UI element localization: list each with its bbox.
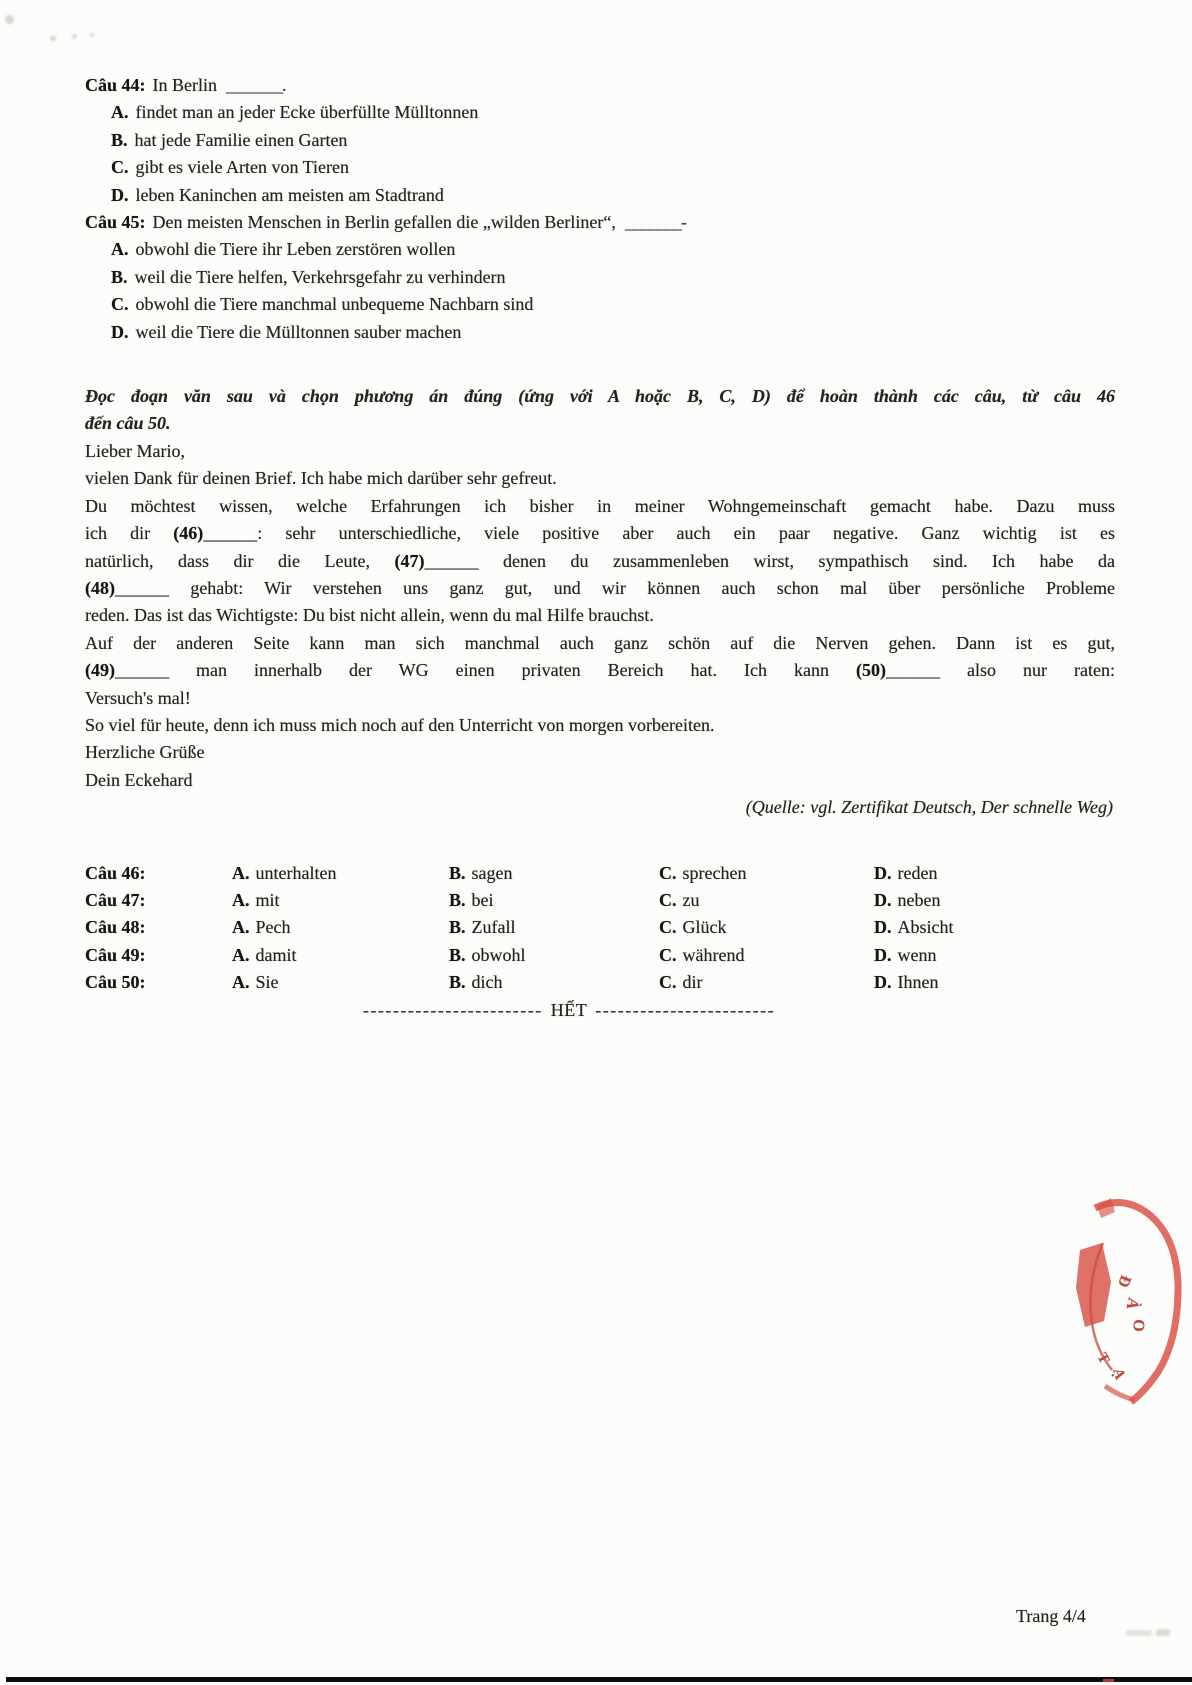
option-cell [659,969,874,996]
question-44-option-d [85,182,1115,209]
option-text: dir [682,972,703,993]
option-text: Ihnen [897,972,939,993]
scan-speck [72,34,77,39]
option-letter: D. [874,944,892,965]
option-letter: C. [659,889,677,910]
option-text: Pech [255,917,291,938]
letter-text: Lieber Mario, [85,440,185,461]
option-letter: C. [659,862,677,883]
stamp-emblem [1076,1243,1111,1327]
question-number: Câu 44: [85,75,146,95]
option-text: während [682,944,745,965]
blank-number: (49) [85,660,115,681]
scan-speck [1156,1629,1170,1636]
question-44-option-b [85,127,1115,154]
letter-line [85,438,1115,465]
letter-line [85,767,1115,794]
letter-line [85,575,1115,602]
option-cell [874,887,940,914]
question-45-option-c [85,291,1115,318]
letter-line [85,712,1115,739]
letter-text: ______ denen du zusammenleben wirst, sympathisch sind. Ich habe da [424,550,1115,571]
scan-speck [1126,1630,1152,1636]
option-letter: A. [232,917,250,938]
end-marker [85,997,1115,1024]
letter-text: Dein Eckehard [85,769,193,790]
option-letter: D. [874,889,892,910]
option-letter: B. [449,862,466,883]
questions-46-50-table [85,860,1115,997]
letter-text: Versuch's mal! [85,687,191,708]
scan-speck [90,33,94,37]
question-number: Câu 50: [85,972,146,993]
letter-body [85,438,1115,794]
option-text: wenn [897,944,937,965]
letter-text: ______: sehr unterschiedliche, viele positive aber auch ein paar negative. Ganz wichtig ist es [203,523,1115,544]
question-stem-text: In Berlin [152,75,218,95]
question-45-stem [85,209,1115,236]
option-letter: C. [659,972,677,993]
letter-line [85,602,1115,629]
option-cell [232,860,449,887]
letter-text: ich dir [85,523,174,544]
question-45-option-d [85,319,1115,346]
option-cell [659,914,874,941]
stamp-bottom-arc [1105,1386,1135,1400]
option-text: zu [682,889,700,910]
option-letter: A. [232,889,250,910]
option-letter: B. [111,266,128,287]
blank-number: (47) [394,550,425,571]
letter-text: ______ also nur raten: [886,660,1116,681]
option-cell [449,860,659,887]
option-text: sprechen [682,862,747,883]
answer-blank: _______. [226,75,286,95]
letter-line [85,465,1115,492]
letter-text: So viel für heute, denn ich muss mich noch auf den Unterricht von morgen vorbereiten. [85,714,715,735]
option-cell [874,942,937,969]
option-letter: A. [111,239,129,260]
option-text: damit [255,944,297,965]
question-44-option-a [85,99,1115,126]
scan-speck [50,36,56,41]
option-letter: B. [449,972,466,993]
instruction-line-1: Đọc đoạn văn sau và chọn phương án đúng (ứng với A hoặc B, C, D) để hoàn thành các câu, từ câu 46 [85,386,1115,407]
letter-text: Herzliche Grüße [85,742,205,763]
option-text: weil die Tiere die Mülltonnen sauber machen [135,321,462,342]
option-letter: C. [659,917,677,938]
option-letter: A. [232,862,250,883]
option-text: findet man an jeder Ecke überfüllte Mülltonnen [135,102,479,123]
option-text: unterhalten [255,862,337,883]
option-text: neben [897,889,941,910]
option-letter: B. [449,944,466,965]
letter-line [85,493,1115,520]
question-44-option-c [85,154,1115,181]
option-cell [874,860,937,887]
option-cell [232,969,449,996]
letter-text: natürlich, dass dir die Leute, [85,550,395,571]
official-stamp [1073,1188,1192,1406]
blank-number: (46) [173,523,204,544]
option-text: obwohl [471,944,526,965]
blank-number: (50) [856,660,887,681]
letter-text: Auf der anderen Seite kann man sich manchmal auch ganz schön auf die Nerven gehen. Dann ist es gut, [85,632,1115,653]
table-row [85,969,1115,996]
option-letter: D. [874,917,892,938]
option-text: obwohl die Tiere ihr Leben zerstören wollen [135,239,456,260]
question-number: Câu 48: [85,917,146,938]
option-cell [232,914,449,941]
letter-text: reden. Das ist das Wichtigste: Du bist nicht allein, wenn du mal Hilfe brauchst. [85,605,654,626]
letter-text: vielen Dank für deinen Brief. Ich habe mich darüber sehr gefreut. [85,468,557,489]
letter-text: ______ man innerhalb der WG einen privaten Bereich hat. Ich kann [115,660,857,681]
letter-line [85,548,1115,575]
letter-line [85,657,1115,684]
option-text: reden [897,862,938,883]
option-text: weil die Tiere helfen, Verkehrsgefahr zu verhindern [134,266,506,287]
letter-line [85,739,1115,766]
question-44 [85,72,1115,209]
page-number: Trang 4/4 [1016,1606,1086,1626]
option-cell [449,914,659,941]
scan-speck [5,15,14,24]
option-text: sagen [471,862,513,883]
letter-line [85,520,1115,547]
option-cell [449,969,659,996]
stamp-letter: Ạ [1109,1366,1128,1382]
letter-text: Du möchtest wissen, welche Erfahrungen ich bisher in meiner Wohngemeinschaft gemacht habe. Dazu muss [85,495,1115,516]
scan-border-line [6,1677,1192,1682]
option-cell [874,969,938,996]
option-letter: B. [449,917,466,938]
question-number: Câu 47: [85,889,146,910]
option-letter: C. [111,294,129,315]
option-letter: C. [111,157,129,178]
instruction-line-2: đến câu 50. [85,413,171,434]
question-45-option-b [85,264,1115,291]
option-letter: A. [232,944,250,965]
option-cell [232,942,449,969]
option-text: Zufall [471,917,516,938]
blank-number: (48) [85,577,115,598]
option-text: leben Kaninchen am meisten am Stadtrand [135,184,444,205]
question-stem-text: Den meisten Menschen in Berlin gefallen die „wilden Berliner“, [152,212,616,233]
stamp-letter: Đ [1113,1272,1135,1290]
option-letter: D. [111,321,129,342]
end-marker-dashes-left: ------------------------ [362,999,543,1020]
question-45 [85,209,1115,346]
option-text: dich [471,972,503,993]
option-letter: B. [449,889,466,910]
table-row [85,860,1115,887]
option-cell [874,914,954,941]
scan-speck-red [1103,1679,1114,1682]
option-cell [232,887,449,914]
option-letter: A. [232,972,250,993]
answer-blank: _______- [624,212,686,233]
end-marker-dashes-right: ------------------------ [595,999,776,1020]
option-text: hat jede Familie einen Garten [134,129,348,150]
option-letter: D. [111,184,129,205]
option-letter: D. [874,972,892,993]
option-text: mit [255,889,280,910]
option-letter: B. [111,129,128,150]
option-text: obwohl die Tiere manchmal unbequeme Nachbarn sind [135,294,534,315]
stamp-letter: O [1129,1318,1147,1333]
option-cell [449,942,659,969]
section-instruction [85,383,1115,438]
letter-text: ______ gehabt: Wir verstehen uns ganz gut, und wir können auch schon mal über persönliche Probleme [115,577,1115,598]
option-text: Sie [255,972,279,993]
option-letter: A. [111,102,129,123]
question-44-stem [85,72,1115,99]
letter-line [85,630,1115,657]
table-row [85,887,1115,914]
question-number: Câu 49: [85,944,146,965]
source-citation: (Quelle: vgl. Zertifikat Deutsch, Der schnelle Weg) [745,797,1113,818]
question-45-option-a [85,236,1115,263]
table-row [85,914,1115,941]
option-letter: C. [659,944,677,965]
exam-content [85,72,1115,1024]
option-letter: D. [874,862,892,883]
option-text: Absicht [897,917,954,938]
question-number: Câu 46: [85,862,146,883]
option-cell [659,887,874,914]
option-text: gibt es viele Arten von Tieren [135,157,349,178]
option-text: bei [471,889,494,910]
option-cell [659,942,874,969]
option-cell [659,860,874,887]
letter-line [85,685,1115,712]
option-text: Glück [682,917,727,938]
stamp-letter: T [1093,1350,1113,1367]
stamp-letter: À [1122,1296,1142,1312]
end-marker-label: HẾT [550,999,588,1020]
question-number: Câu 45: [85,212,146,233]
table-row [85,942,1115,969]
option-cell [449,887,659,914]
